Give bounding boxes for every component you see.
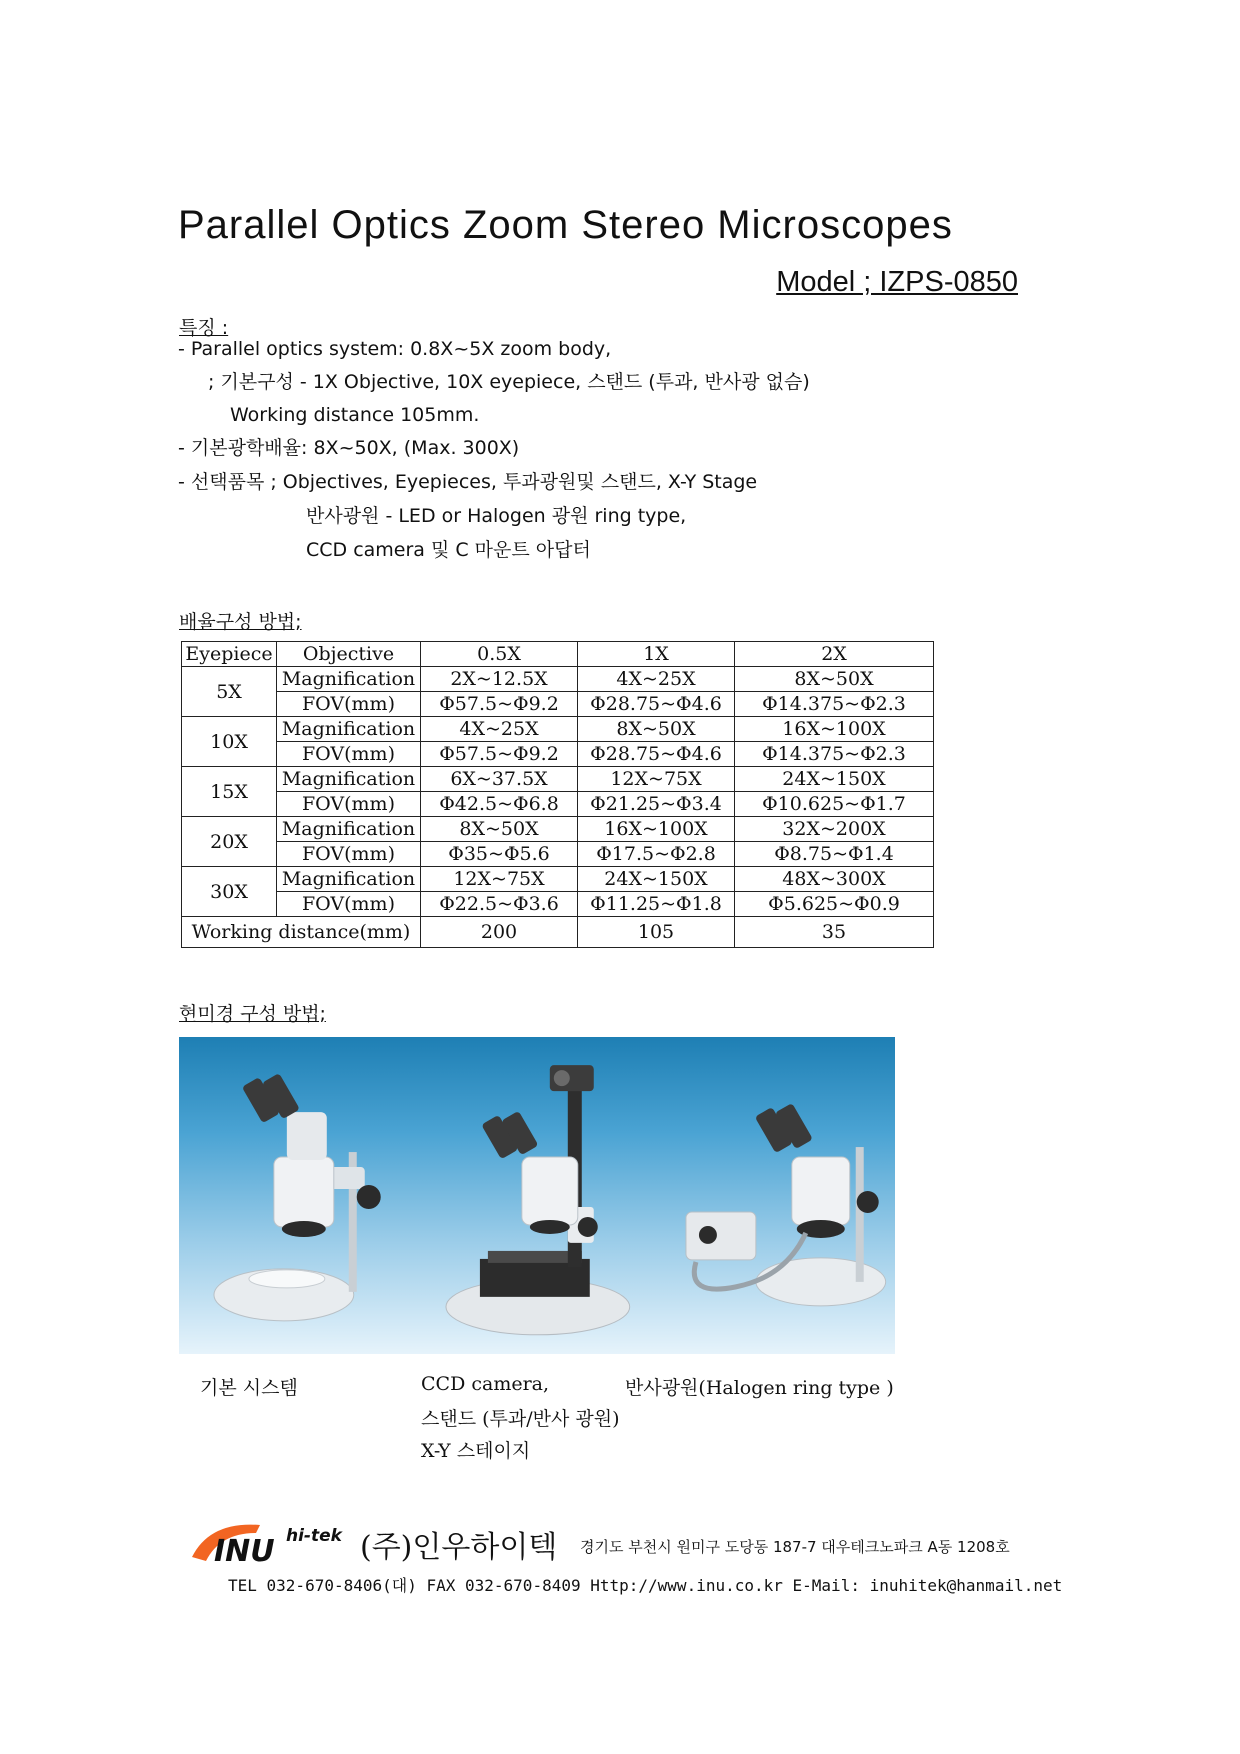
document-title: Parallel Optics Zoom Stereo Microscopes <box>178 203 953 247</box>
fov-cell: Φ57.5~Φ9.2 <box>421 692 578 717</box>
feature-line: CCD camera 및 C 마운트 아답터 <box>306 539 591 561</box>
working-distance-label: Working distance(mm) <box>182 917 421 948</box>
feature-line: - Parallel optics system: 0.8X~5X zoom body, <box>178 338 612 360</box>
caption-basic-system: 기본 시스템 <box>200 1377 298 1399</box>
magnification-cell: 4X~25X <box>421 717 578 742</box>
company-contact: TEL 032-670-8406(대) FAX 032-670-8409 Http://www.inu.co.kr E-Mail: inuhitek@hanmail.net <box>228 1576 1063 1595</box>
table-row-working-distance <box>182 917 934 948</box>
magnification-cell: 16X~100X <box>735 717 934 742</box>
row-label-cell: Magnification <box>277 667 421 692</box>
magnification-cell: 12X~75X <box>421 867 578 892</box>
fov-cell: Φ8.75~Φ1.4 <box>735 842 934 867</box>
table-row-fov <box>182 792 934 817</box>
magnification-cell: 32X~200X <box>735 817 934 842</box>
features-heading: 특징 : <box>179 317 229 339</box>
caption-ccd-line: 스탠드 (투과/반사 광원) <box>421 1408 620 1430</box>
table-row-fov <box>182 742 934 767</box>
magnification-cell: 4X~25X <box>578 667 735 692</box>
fov-cell: Φ14.375~Φ2.3 <box>735 742 934 767</box>
table-row-magnification <box>182 817 934 842</box>
basic-system-photo <box>179 1037 418 1354</box>
fov-cell: Φ14.375~Φ2.3 <box>735 692 934 717</box>
fov-cell: Φ35~Φ5.6 <box>421 842 578 867</box>
fov-cell: Φ5.625~Φ0.9 <box>735 892 934 917</box>
microscope-photo-strip <box>179 1037 895 1354</box>
fov-cell: Φ22.5~Φ3.6 <box>421 892 578 917</box>
fov-cell: Φ42.5~Φ6.8 <box>421 792 578 817</box>
halogen-ring-system-photo <box>656 1037 895 1354</box>
eyepiece-cell: 5X <box>182 667 277 717</box>
logo-inu-text: INU <box>214 1534 275 1569</box>
table-row-fov <box>182 892 934 917</box>
fov-cell: Φ28.75~Φ4.6 <box>578 742 735 767</box>
table-header-cell: Objective <box>277 642 421 667</box>
magnification-cell: 8X~50X <box>578 717 735 742</box>
magnification-cell: 6X~37.5X <box>421 767 578 792</box>
fov-cell: Φ28.75~Φ4.6 <box>578 692 735 717</box>
ccd-camera-system-photo <box>418 1037 657 1354</box>
model-number: Model ; IZPS-0850 <box>776 266 1018 298</box>
magnification-cell: 8X~50X <box>421 817 578 842</box>
table-header-cell: 0.5X <box>421 642 578 667</box>
magnification-cell: 12X~75X <box>578 767 735 792</box>
feature-line: - 선택품목 ; Objectives, Eyepieces, 투과광원및 스탠드, X-Y Stage <box>178 471 758 493</box>
row-label-cell: Magnification <box>277 767 421 792</box>
company-name: (주)인우하이텍 <box>360 1530 558 1565</box>
magnification-table <box>181 641 934 948</box>
row-label-cell: Magnification <box>277 717 421 742</box>
table-header-cell: 2X <box>735 642 934 667</box>
configuration-heading: 현미경 구성 방법; <box>179 1003 326 1025</box>
row-label-cell: FOV(mm) <box>277 742 421 767</box>
row-label-cell: FOV(mm) <box>277 792 421 817</box>
logo-hitek-text: hi-tek <box>286 1526 342 1546</box>
row-label-cell: FOV(mm) <box>277 892 421 917</box>
eyepiece-cell: 20X <box>182 817 277 867</box>
table-row-magnification <box>182 867 934 892</box>
table-row-fov <box>182 692 934 717</box>
fov-cell: Φ21.25~Φ3.4 <box>578 792 735 817</box>
table-row-magnification <box>182 717 934 742</box>
row-label-cell: Magnification <box>277 817 421 842</box>
fov-cell: Φ10.625~Φ1.7 <box>735 792 934 817</box>
magnification-cell: 2X~12.5X <box>421 667 578 692</box>
magnification-cell: 16X~100X <box>578 817 735 842</box>
table-header-cell: Eyepiece <box>182 642 277 667</box>
eyepiece-cell: 10X <box>182 717 277 767</box>
caption-ccd-line: X-Y 스테이지 <box>421 1440 531 1462</box>
feature-line: ; 기본구성 - 1X Objective, 10X eyepiece, 스탠드 (투과, 반사광 없슴) <box>208 371 810 393</box>
company-logo <box>190 1517 358 1569</box>
row-label-cell: FOV(mm) <box>277 692 421 717</box>
magnification-cell: 24X~150X <box>578 867 735 892</box>
fov-cell: Φ17.5~Φ2.8 <box>578 842 735 867</box>
caption-halogen: 반사광원(Halogen ring type ) <box>625 1377 894 1399</box>
feature-line: - 기본광학배율: 8X~50X, (Max. 300X) <box>178 437 520 459</box>
table-header-row <box>182 642 934 667</box>
table-row-magnification <box>182 667 934 692</box>
feature-line: Working distance 105mm. <box>230 404 480 426</box>
working-distance-cell: 35 <box>735 917 934 948</box>
working-distance-cell: 200 <box>421 917 578 948</box>
magnification-cell: 24X~150X <box>735 767 934 792</box>
table-row-magnification <box>182 767 934 792</box>
feature-line: 반사광원 - LED or Halogen 광원 ring type, <box>306 505 687 527</box>
magnification-cell: 8X~50X <box>735 667 934 692</box>
eyepiece-cell: 30X <box>182 867 277 917</box>
magnification-heading: 배율구성 방법; <box>179 611 302 633</box>
magnification-cell: 48X~300X <box>735 867 934 892</box>
row-label-cell: Magnification <box>277 867 421 892</box>
working-distance-cell: 105 <box>578 917 735 948</box>
eyepiece-cell: 15X <box>182 767 277 817</box>
table-row-fov <box>182 842 934 867</box>
table-header-cell: 1X <box>578 642 735 667</box>
fov-cell: Φ11.25~Φ1.8 <box>578 892 735 917</box>
caption-ccd-line: CCD camera, <box>421 1373 550 1395</box>
row-label-cell: FOV(mm) <box>277 842 421 867</box>
company-address: 경기도 부천시 원미구 도당동 187-7 대우테크노파크 A동 1208호 <box>580 1538 1010 1556</box>
fov-cell: Φ57.5~Φ9.2 <box>421 742 578 767</box>
